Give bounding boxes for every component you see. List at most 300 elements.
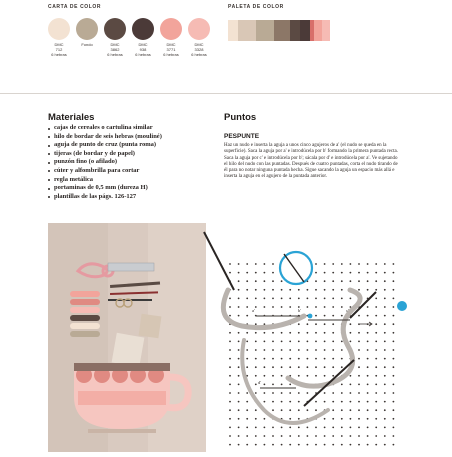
grid-hole bbox=[375, 263, 377, 265]
grid-hole bbox=[367, 375, 369, 377]
grid-hole bbox=[246, 401, 248, 403]
grid-hole bbox=[255, 280, 257, 282]
grid-hole bbox=[289, 341, 291, 343]
list-item: plantillas de las págs. 126-127 bbox=[48, 193, 213, 202]
grid-hole bbox=[393, 298, 395, 300]
grid-hole bbox=[350, 298, 352, 300]
grid-hole bbox=[384, 392, 386, 394]
grid-hole bbox=[255, 375, 257, 377]
grid-hole bbox=[246, 315, 248, 317]
grid-hole bbox=[332, 375, 334, 377]
grid-hole bbox=[358, 341, 360, 343]
list-item: aguja de punto de cruz (punta roma) bbox=[48, 141, 213, 150]
grid-hole bbox=[332, 444, 334, 446]
grid-hole bbox=[264, 323, 266, 325]
grid-hole bbox=[375, 427, 377, 429]
grid-hole bbox=[255, 418, 257, 420]
grid-hole bbox=[341, 298, 343, 300]
grid-hole bbox=[350, 272, 352, 274]
grid-hole bbox=[264, 332, 266, 334]
grid-hole bbox=[229, 409, 231, 411]
grid-hole bbox=[324, 444, 326, 446]
grid-hole bbox=[238, 366, 240, 368]
grid-hole bbox=[229, 366, 231, 368]
grid-hole bbox=[229, 444, 231, 446]
grid-hole bbox=[384, 358, 386, 360]
grid-hole bbox=[324, 358, 326, 360]
grid-hole bbox=[246, 289, 248, 291]
grid-hole bbox=[255, 332, 257, 334]
grid-hole bbox=[324, 315, 326, 317]
grid-hole bbox=[350, 427, 352, 429]
grid-hole bbox=[332, 349, 334, 351]
grid-hole bbox=[384, 263, 386, 265]
grid-hole bbox=[367, 306, 369, 308]
grid-hole bbox=[289, 384, 291, 386]
grid-hole bbox=[238, 409, 240, 411]
grid-hole bbox=[289, 366, 291, 368]
grid-hole bbox=[255, 366, 257, 368]
grid-hole bbox=[341, 272, 343, 274]
grid-hole bbox=[238, 358, 240, 360]
grid-hole bbox=[332, 280, 334, 282]
swatch-label: DMC 3328 6 hebras bbox=[191, 42, 207, 57]
grid-hole bbox=[272, 280, 274, 282]
swatch-label: Fondo bbox=[81, 42, 93, 47]
grid-hole bbox=[238, 289, 240, 291]
grid-hole bbox=[367, 366, 369, 368]
grid-hole bbox=[272, 306, 274, 308]
grid-hole bbox=[238, 435, 240, 437]
grid-hole bbox=[298, 349, 300, 351]
grid-hole bbox=[341, 349, 343, 351]
arrow-icon bbox=[360, 322, 372, 326]
point-label: d' bbox=[258, 380, 262, 385]
grid-hole bbox=[272, 401, 274, 403]
grid-hole bbox=[341, 341, 343, 343]
step-marker bbox=[397, 301, 407, 311]
grid-hole bbox=[393, 366, 395, 368]
grid-hole bbox=[238, 263, 240, 265]
grid-hole bbox=[324, 341, 326, 343]
grid-hole bbox=[367, 427, 369, 429]
grid-hole bbox=[315, 444, 317, 446]
grid-hole bbox=[238, 375, 240, 377]
grid-hole bbox=[367, 358, 369, 360]
palette-color bbox=[256, 20, 274, 41]
grid-hole bbox=[264, 384, 266, 386]
grid-hole bbox=[229, 418, 231, 420]
grid-hole bbox=[289, 435, 291, 437]
grid-hole bbox=[246, 349, 248, 351]
grid-hole bbox=[238, 418, 240, 420]
grid-hole bbox=[264, 306, 266, 308]
grid-hole bbox=[375, 341, 377, 343]
grid-hole bbox=[255, 427, 257, 429]
grid-hole bbox=[246, 280, 248, 282]
grid-hole bbox=[255, 289, 257, 291]
grid-hole bbox=[315, 263, 317, 265]
grid-hole bbox=[246, 366, 248, 368]
grid-hole bbox=[246, 435, 248, 437]
grid-hole bbox=[246, 409, 248, 411]
grid-hole bbox=[358, 375, 360, 377]
grid-hole bbox=[341, 384, 343, 386]
grid-hole bbox=[238, 306, 240, 308]
grid-hole bbox=[281, 349, 283, 351]
grid-hole bbox=[332, 323, 334, 325]
grid-hole bbox=[332, 315, 334, 317]
grid-hole bbox=[298, 392, 300, 394]
grid-hole bbox=[315, 366, 317, 368]
grid-hole bbox=[255, 349, 257, 351]
grid-hole bbox=[281, 435, 283, 437]
grid-hole bbox=[350, 444, 352, 446]
grid-hole bbox=[229, 306, 231, 308]
grid-hole bbox=[289, 306, 291, 308]
grid-hole bbox=[298, 375, 300, 377]
grid-hole bbox=[315, 358, 317, 360]
grid-hole bbox=[324, 375, 326, 377]
grid-hole bbox=[358, 366, 360, 368]
grid-hole bbox=[350, 323, 352, 325]
grid-hole bbox=[246, 418, 248, 420]
grid-hole bbox=[281, 280, 283, 282]
grid-hole bbox=[367, 418, 369, 420]
grid-hole bbox=[289, 401, 291, 403]
palette-title: PALETA DE COLOR bbox=[228, 4, 284, 10]
color-swatch bbox=[160, 18, 182, 40]
grid-hole bbox=[350, 332, 352, 334]
grid-hole bbox=[324, 280, 326, 282]
grid-hole bbox=[272, 366, 274, 368]
grid-hole bbox=[332, 435, 334, 437]
grid-hole bbox=[246, 272, 248, 274]
palette-color bbox=[314, 20, 322, 41]
stitch-subtitle: PESPUNTE bbox=[224, 133, 260, 140]
grid-hole bbox=[332, 298, 334, 300]
grid-hole bbox=[229, 341, 231, 343]
grid-hole bbox=[315, 341, 317, 343]
grid-hole bbox=[332, 306, 334, 308]
grid-hole bbox=[238, 401, 240, 403]
grid-hole bbox=[393, 418, 395, 420]
grid-hole bbox=[264, 444, 266, 446]
grid-hole bbox=[315, 323, 317, 325]
grid-hole bbox=[324, 263, 326, 265]
grid-hole bbox=[367, 263, 369, 265]
grid-hole bbox=[393, 280, 395, 282]
grid-hole bbox=[315, 409, 317, 411]
grid-hole bbox=[238, 349, 240, 351]
grid-hole bbox=[264, 358, 266, 360]
grid-hole bbox=[324, 289, 326, 291]
grid-hole bbox=[246, 341, 248, 343]
grid-hole bbox=[341, 289, 343, 291]
grid-hole bbox=[393, 332, 395, 334]
grid-hole bbox=[264, 375, 266, 377]
grid-hole bbox=[341, 409, 343, 411]
grid-hole bbox=[315, 349, 317, 351]
grid-hole bbox=[384, 366, 386, 368]
grid-hole bbox=[229, 263, 231, 265]
grid-hole bbox=[229, 349, 231, 351]
grid-hole bbox=[298, 323, 300, 325]
section-divider bbox=[0, 93, 452, 94]
grid-hole bbox=[358, 427, 360, 429]
grid-hole bbox=[324, 298, 326, 300]
stitches-heading: Puntos bbox=[224, 112, 257, 123]
thread-path bbox=[223, 290, 304, 328]
grid-hole bbox=[307, 298, 309, 300]
grid-hole bbox=[375, 323, 377, 325]
grid-hole bbox=[384, 409, 386, 411]
grid-hole bbox=[324, 366, 326, 368]
grid-hole bbox=[238, 392, 240, 394]
grid-hole bbox=[358, 263, 360, 265]
grid-hole bbox=[298, 298, 300, 300]
grid-hole bbox=[341, 435, 343, 437]
grid-hole bbox=[375, 306, 377, 308]
grid-hole bbox=[393, 375, 395, 377]
swatch-label: DMC 3862 6 hebras bbox=[107, 42, 123, 57]
grid-hole bbox=[393, 272, 395, 274]
grid-hole bbox=[384, 444, 386, 446]
grid-hole bbox=[264, 272, 266, 274]
grid-hole bbox=[281, 384, 283, 386]
grid-hole bbox=[375, 289, 377, 291]
grid-hole bbox=[324, 435, 326, 437]
grid-hole bbox=[332, 401, 334, 403]
grid-hole bbox=[350, 401, 352, 403]
grid-hole bbox=[367, 444, 369, 446]
grid-hole bbox=[238, 444, 240, 446]
grid-hole bbox=[324, 392, 326, 394]
grid-hole bbox=[281, 306, 283, 308]
grid-hole bbox=[393, 306, 395, 308]
grid-hole bbox=[289, 418, 291, 420]
swatch-label: DMC 712 6 hebras bbox=[51, 42, 67, 57]
grid-hole bbox=[255, 392, 257, 394]
grid-hole bbox=[375, 392, 377, 394]
grid-hole bbox=[246, 444, 248, 446]
grid-hole bbox=[315, 427, 317, 429]
grid-hole bbox=[367, 272, 369, 274]
grid-hole bbox=[367, 289, 369, 291]
grid-hole bbox=[281, 375, 283, 377]
grid-hole bbox=[341, 263, 343, 265]
grid-hole bbox=[238, 272, 240, 274]
grid-hole bbox=[384, 272, 386, 274]
grid-hole bbox=[375, 375, 377, 377]
grid-hole bbox=[255, 272, 257, 274]
grid-hole bbox=[384, 384, 386, 386]
grid-hole bbox=[255, 384, 257, 386]
grid-hole bbox=[341, 306, 343, 308]
grid-hole bbox=[375, 444, 377, 446]
grid-hole bbox=[393, 401, 395, 403]
palette-color bbox=[290, 20, 300, 41]
grid-hole bbox=[358, 358, 360, 360]
grid-hole bbox=[324, 349, 326, 351]
grid-hole bbox=[264, 298, 266, 300]
grid-hole bbox=[238, 384, 240, 386]
teacup-craft-image bbox=[48, 223, 206, 452]
grid-hole bbox=[332, 272, 334, 274]
list-item: portaminas de 0,5 mm (dureza H) bbox=[48, 184, 213, 193]
swatch-label: DMC 3771 6 hebras bbox=[163, 42, 179, 57]
grid-hole bbox=[229, 358, 231, 360]
grid-hole bbox=[298, 435, 300, 437]
grid-hole bbox=[367, 349, 369, 351]
palette-color bbox=[228, 20, 238, 41]
grid-hole bbox=[264, 341, 266, 343]
grid-hole bbox=[298, 401, 300, 403]
grid-hole bbox=[324, 418, 326, 420]
grid-hole bbox=[350, 384, 352, 386]
grid-hole bbox=[358, 349, 360, 351]
grid-hole bbox=[272, 358, 274, 360]
grid-hole bbox=[289, 358, 291, 360]
grid-hole bbox=[264, 263, 266, 265]
grid-hole bbox=[375, 358, 377, 360]
grid-hole bbox=[264, 435, 266, 437]
grid-hole bbox=[393, 349, 395, 351]
grid-hole bbox=[350, 418, 352, 420]
grid-hole bbox=[281, 298, 283, 300]
grid-hole bbox=[350, 392, 352, 394]
color-swatch bbox=[132, 18, 154, 40]
grid-hole bbox=[375, 280, 377, 282]
grid-hole bbox=[375, 332, 377, 334]
grid-hole bbox=[332, 289, 334, 291]
grid-hole bbox=[384, 341, 386, 343]
grid-hole bbox=[255, 263, 257, 265]
grid-hole bbox=[332, 427, 334, 429]
grid-hole bbox=[272, 272, 274, 274]
grid-hole bbox=[238, 427, 240, 429]
point-label: a' bbox=[252, 308, 255, 313]
grid-hole bbox=[375, 384, 377, 386]
grid-hole bbox=[272, 289, 274, 291]
grid-hole bbox=[367, 384, 369, 386]
grid-hole bbox=[246, 427, 248, 429]
grid-hole bbox=[315, 280, 317, 282]
grid-hole bbox=[307, 427, 309, 429]
grid-hole bbox=[367, 280, 369, 282]
grid-hole bbox=[281, 332, 283, 334]
grid-hole bbox=[315, 298, 317, 300]
grid-hole bbox=[307, 341, 309, 343]
grid-hole bbox=[384, 323, 386, 325]
grid-hole bbox=[298, 366, 300, 368]
magnifier-icon bbox=[280, 252, 312, 284]
grid-hole bbox=[255, 409, 257, 411]
palette-color bbox=[274, 20, 290, 41]
list-item: cúter y alfombrilla para cortar bbox=[48, 167, 213, 176]
grid-hole bbox=[384, 280, 386, 282]
grid-hole bbox=[332, 366, 334, 368]
grid-hole bbox=[384, 427, 386, 429]
grid-hole bbox=[332, 409, 334, 411]
craft-photo bbox=[48, 223, 206, 452]
grid-hole bbox=[375, 401, 377, 403]
grid-hole bbox=[264, 366, 266, 368]
list-item: cajas de cereales o cartulina similar bbox=[48, 124, 213, 133]
grid-hole bbox=[332, 418, 334, 420]
grid-hole bbox=[272, 263, 274, 265]
grid-hole bbox=[358, 332, 360, 334]
grid-hole bbox=[307, 409, 309, 411]
needle-icon bbox=[304, 360, 354, 406]
grid-hole bbox=[289, 409, 291, 411]
grid-hole bbox=[229, 435, 231, 437]
grid-hole bbox=[358, 323, 360, 325]
grid-hole bbox=[281, 401, 283, 403]
grid-hole bbox=[255, 306, 257, 308]
grid-hole bbox=[332, 358, 334, 360]
grid-hole bbox=[238, 332, 240, 334]
grid-hole bbox=[341, 444, 343, 446]
grid-hole bbox=[393, 384, 395, 386]
grid-hole bbox=[272, 375, 274, 377]
point-label: c' bbox=[346, 308, 349, 313]
grid-hole bbox=[289, 427, 291, 429]
grid-hole bbox=[367, 392, 369, 394]
grid-hole bbox=[272, 392, 274, 394]
grid-hole bbox=[289, 332, 291, 334]
grid-hole bbox=[367, 332, 369, 334]
grid-hole bbox=[358, 315, 360, 317]
grid-hole bbox=[324, 272, 326, 274]
grid-hole bbox=[307, 444, 309, 446]
grid-hole bbox=[238, 298, 240, 300]
grid-hole bbox=[229, 384, 231, 386]
grid-hole bbox=[315, 375, 317, 377]
list-item: punzón fino (o afilado) bbox=[48, 158, 213, 167]
grid-hole bbox=[246, 358, 248, 360]
grid-hole bbox=[281, 392, 283, 394]
grid-hole bbox=[272, 341, 274, 343]
grid-hole bbox=[246, 298, 248, 300]
grid-hole bbox=[358, 409, 360, 411]
grid-hole bbox=[307, 435, 309, 437]
grid-hole bbox=[341, 401, 343, 403]
list-item: regla metálica bbox=[48, 176, 213, 185]
grid-hole bbox=[350, 375, 352, 377]
grid-hole bbox=[393, 263, 395, 265]
grid-hole bbox=[367, 315, 369, 317]
grid-hole bbox=[229, 427, 231, 429]
grid-hole bbox=[246, 306, 248, 308]
grid-hole bbox=[350, 263, 352, 265]
grid-hole bbox=[272, 384, 274, 386]
grid-hole bbox=[307, 375, 309, 377]
grid-hole bbox=[281, 341, 283, 343]
grid-hole bbox=[307, 349, 309, 351]
grid-hole bbox=[281, 427, 283, 429]
grid-hole bbox=[315, 401, 317, 403]
grid-hole bbox=[281, 366, 283, 368]
grid-hole bbox=[264, 289, 266, 291]
stitch-grid-svg bbox=[200, 228, 412, 452]
grid-hole bbox=[393, 435, 395, 437]
grid-hole bbox=[281, 358, 283, 360]
grid-hole bbox=[375, 272, 377, 274]
materials-list bbox=[48, 124, 213, 201]
grid-hole bbox=[255, 341, 257, 343]
grid-hole bbox=[229, 392, 231, 394]
